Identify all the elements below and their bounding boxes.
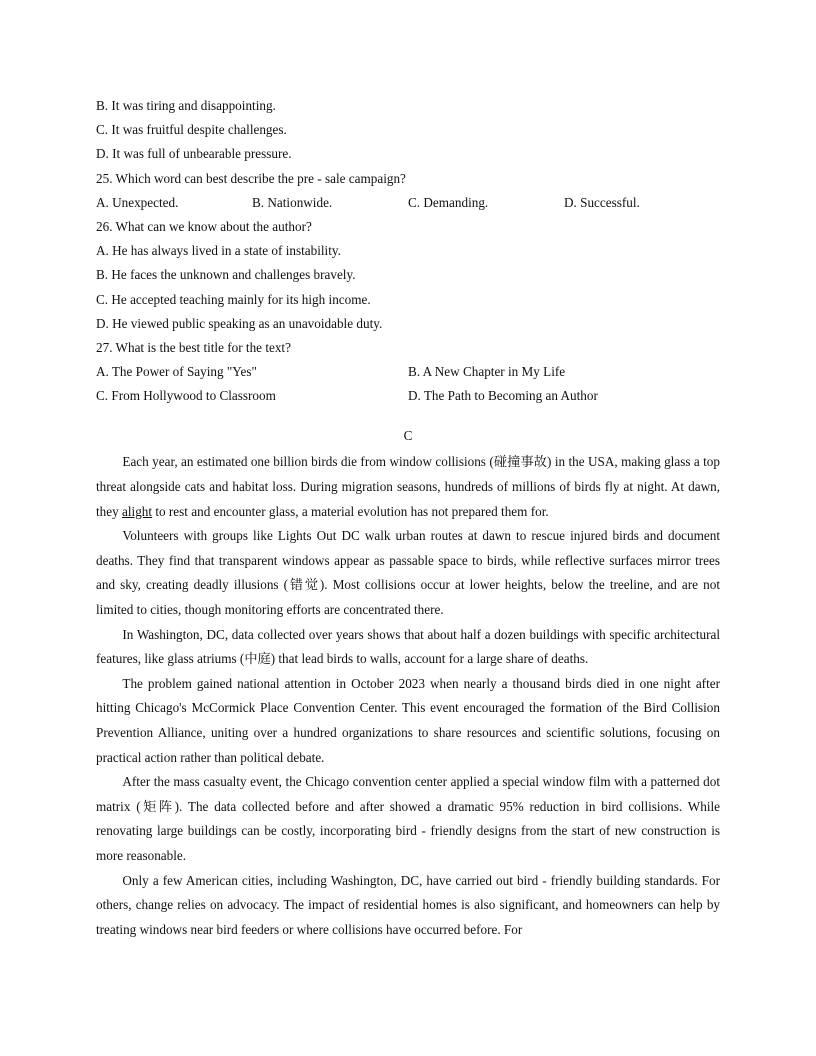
passage-paragraph-5: After the mass casualty event, the Chicago convention center applied a special window film with a patterned dot matrix (矩阵). The data collected before and after showed a dramatic 95% reduction in bird collisions. While renovating large buildings can be costly, incorporating bird - friendly designs from the start of new construction is more reasonable. xyxy=(96,774,720,863)
q26-option-c: C. He accepted teaching mainly for its high income. xyxy=(96,291,371,307)
p1-text-a: Each year, an estimated one billion birds die from window collisions (碰撞事故) in the USA, making glass a top threat alongside cats and habitat loss. During migration seasons, hundreds of millions of birds fly at night. At dawn, they xyxy=(96,454,720,519)
passage-paragraph-1 xyxy=(96,450,720,524)
passage-paragraph-6: Only a few American cities, including Washington, DC, have carried out bird - friendly building standards. For others, change relies on advocacy. The impact of residential homes is also significant, and homeowners can help by treating windows near bird feeders or where collisions have occurred before. For xyxy=(96,872,720,937)
q24-option-c: C. It was fruitful despite challenges. xyxy=(96,122,287,138)
q27-option-d: D. The Path to Becoming an Author xyxy=(408,388,598,404)
q25-option-c: C. Demanding. xyxy=(408,194,489,210)
document-page xyxy=(96,94,720,942)
q25-stem: 25. Which word can best describe the pre - sale campaign? xyxy=(96,170,406,186)
passage-paragraph-2: Volunteers with groups like Lights Out DC walk urban routes at dawn to rescue injured birds and document deaths. They find that transparent windows appear as passable space to birds, while reflective surfaces mirror trees and sky, creating deadly illusions (错觉). Most collisions occur at lower heights, below the treeline, and are not limited to cities, though monitoring efforts are concentrated there. xyxy=(96,528,720,617)
q25-option-d: D. Successful. xyxy=(564,194,640,210)
q24-option-d: D. It was full of unbearable pressure. xyxy=(96,146,292,162)
q26-option-b: B. He faces the unknown and challenges bravely. xyxy=(96,267,356,283)
q26-option-a: A. He has always lived in a state of instability. xyxy=(96,243,341,259)
q27-options-row2 xyxy=(96,384,720,408)
underlined-word: alight xyxy=(122,503,153,519)
q25-option-b: B. Nationwide. xyxy=(252,194,333,210)
q24-option-b: B. It was tiring and disappointing. xyxy=(96,98,276,113)
q27-option-c: C. From Hollywood to Classroom xyxy=(96,388,276,404)
q27-stem: 27. What is the best title for the text? xyxy=(96,339,291,355)
q27-option-a: A. The Power of Saying "Yes" xyxy=(96,364,257,380)
q27-option-b: B. A New Chapter in My Life xyxy=(408,364,566,380)
passage-paragraph-4: The problem gained national attention in October 2023 when nearly a thousand birds died in one night after hitting Chicago's McCormick Place Convention Center. This event encouraged the formation of the Bird Collision Prevention Alliance, uniting over a hundred organizations to share resources and scientific solutions, focusing on practical action rather than political debate. xyxy=(96,675,720,765)
p1-text-b: to rest and encounter glass, a material evolution has not prepared them for. xyxy=(152,503,549,519)
passage-paragraph-3: In Washington, DC, data collected over years shows that about half a dozen buildings with specific architectural features, like glass atriums (中庭) that lead birds to walls, account for a large share of deaths. xyxy=(96,626,720,667)
section-label: C xyxy=(403,428,413,444)
q25-options xyxy=(96,191,720,215)
q26-option-d: D. He viewed public speaking as an unavoidable duty. xyxy=(96,315,383,331)
q27-options-row1 xyxy=(96,360,720,384)
q26-stem: 26. What can we know about the author? xyxy=(96,218,312,234)
q25-option-a: A. Unexpected. xyxy=(96,194,179,210)
